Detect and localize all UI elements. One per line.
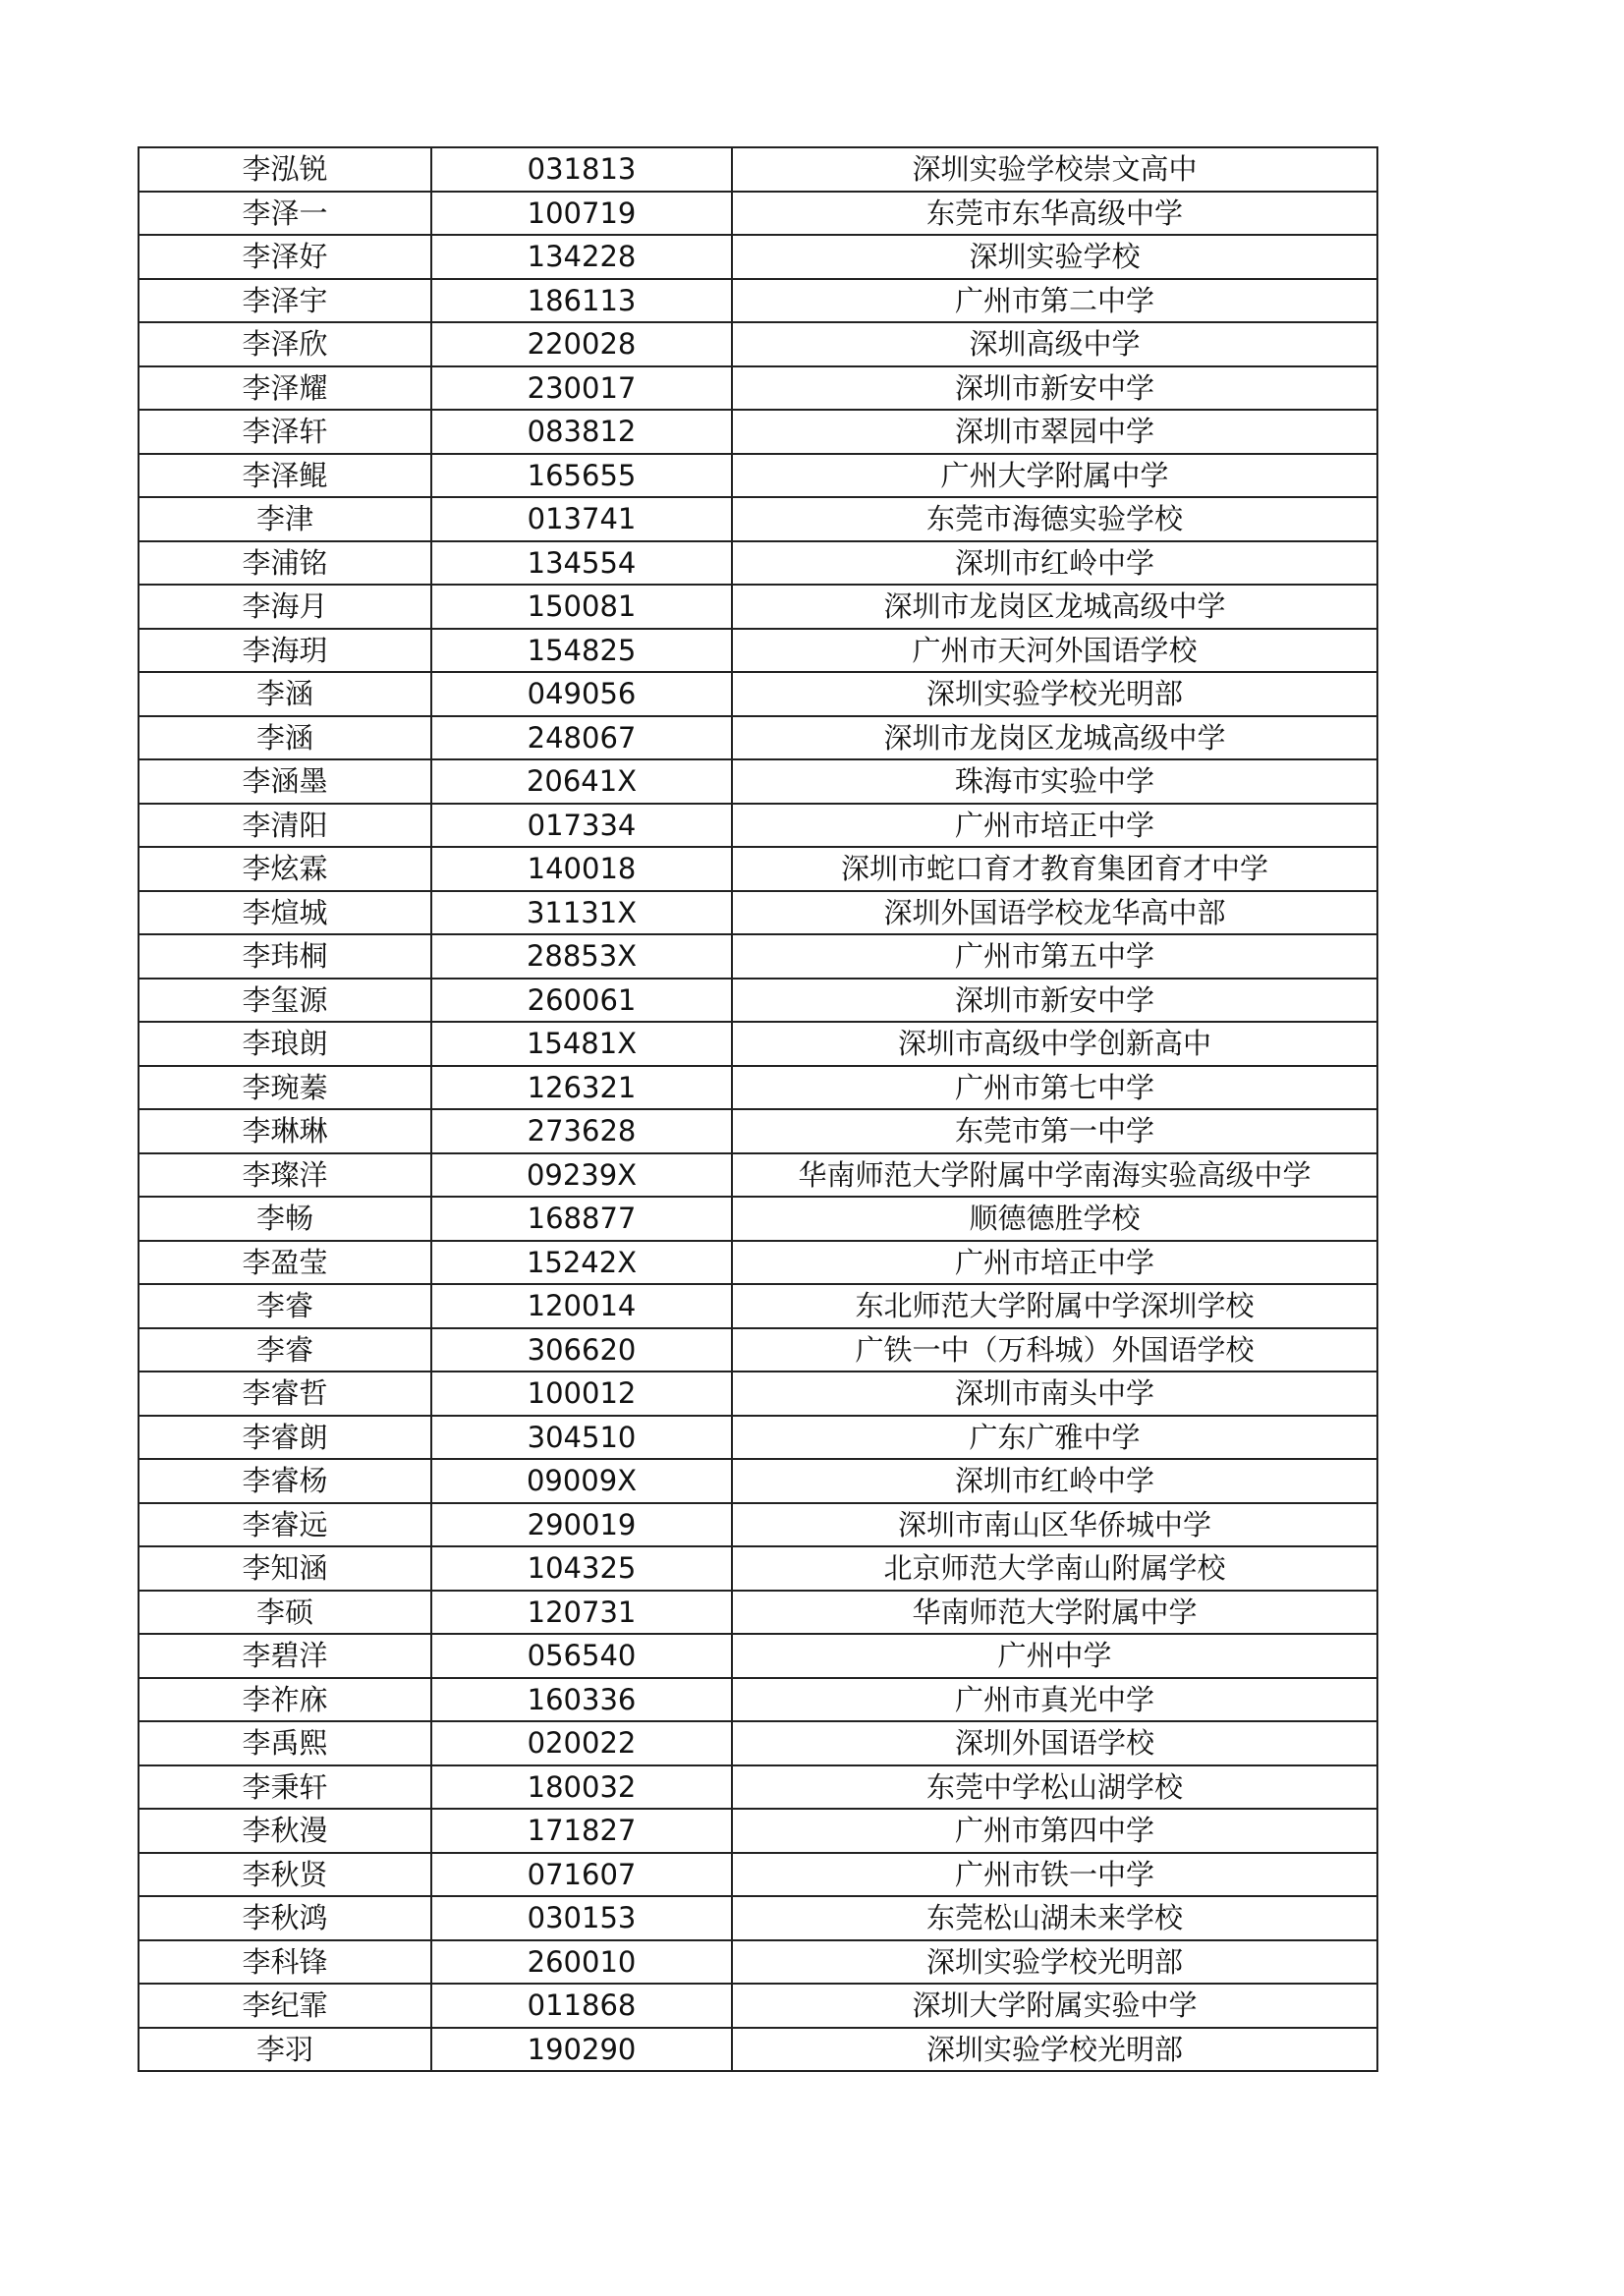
cell-id: 100012	[431, 1372, 732, 1416]
table-row	[139, 891, 1377, 935]
cell-name: 李璨洋	[139, 1153, 431, 1198]
table-row	[139, 672, 1377, 716]
table-row	[139, 2028, 1377, 2072]
cell-school: 广州市天河外国语学校	[732, 629, 1377, 673]
cell-school: 广州市第四中学	[732, 1809, 1377, 1853]
table-row	[139, 322, 1377, 366]
cell-school: 深圳市翠园中学	[732, 410, 1377, 454]
cell-school: 深圳市高级中学创新高中	[732, 1022, 1377, 1066]
cell-school: 深圳市南头中学	[732, 1372, 1377, 1416]
cell-id: 28853X	[431, 934, 732, 979]
cell-name: 李碧洋	[139, 1634, 431, 1678]
cell-school: 深圳市红岭中学	[732, 1459, 1377, 1503]
cell-id: 260010	[431, 1940, 732, 1985]
cell-school: 深圳外国语学校龙华高中部	[732, 891, 1377, 935]
cell-name: 李睿哲	[139, 1372, 431, 1416]
cell-id: 168877	[431, 1197, 732, 1241]
cell-name: 李秉轩	[139, 1765, 431, 1810]
cell-school: 深圳市龙岗区龙城高级中学	[732, 585, 1377, 629]
cell-name: 李睿朗	[139, 1416, 431, 1460]
cell-school: 华南师范大学附属中学南海实验高级中学	[732, 1153, 1377, 1198]
cell-id: 09239X	[431, 1153, 732, 1198]
cell-id: 031813	[431, 147, 732, 192]
cell-school: 广州市真光中学	[732, 1678, 1377, 1722]
cell-id: 071607	[431, 1853, 732, 1897]
cell-name: 李科锋	[139, 1940, 431, 1985]
cell-name: 李玺源	[139, 979, 431, 1023]
table-row	[139, 1678, 1377, 1722]
cell-id: 020022	[431, 1721, 732, 1765]
cell-id: 160336	[431, 1678, 732, 1722]
cell-id: 186113	[431, 279, 732, 323]
table-row	[139, 1022, 1377, 1066]
table-row	[139, 1284, 1377, 1328]
cell-school: 东莞市东华高级中学	[732, 192, 1377, 236]
table-row	[139, 1809, 1377, 1853]
cell-name: 李琬蓁	[139, 1066, 431, 1110]
cell-name: 李浦铭	[139, 541, 431, 586]
cell-id: 100719	[431, 192, 732, 236]
cell-name: 李祚庥	[139, 1678, 431, 1722]
table-row	[139, 147, 1377, 192]
cell-id: 011868	[431, 1984, 732, 2028]
table-row	[139, 716, 1377, 760]
cell-id: 030153	[431, 1896, 732, 1940]
cell-id: 248067	[431, 716, 732, 760]
cell-name: 李盈莹	[139, 1241, 431, 1285]
cell-school: 深圳市新安中学	[732, 979, 1377, 1023]
cell-name: 李涵	[139, 672, 431, 716]
cell-name: 李泽好	[139, 235, 431, 279]
cell-name: 李海玥	[139, 629, 431, 673]
cell-school: 深圳市蛇口育才教育集团育才中学	[732, 847, 1377, 891]
cell-id: 134228	[431, 235, 732, 279]
table-row	[139, 629, 1377, 673]
cell-name: 李琳琳	[139, 1109, 431, 1153]
cell-id: 20641X	[431, 759, 732, 804]
cell-school: 深圳实验学校光明部	[732, 1940, 1377, 1985]
table-row	[139, 1197, 1377, 1241]
table-row	[139, 1153, 1377, 1198]
cell-id: 220028	[431, 322, 732, 366]
table-row	[139, 1416, 1377, 1460]
cell-id: 190290	[431, 2028, 732, 2072]
cell-school: 东莞中学松山湖学校	[732, 1765, 1377, 1810]
cell-id: 056540	[431, 1634, 732, 1678]
cell-school: 广州市培正中学	[732, 804, 1377, 848]
cell-id: 230017	[431, 366, 732, 411]
cell-name: 李泽欣	[139, 322, 431, 366]
table-row	[139, 1546, 1377, 1591]
cell-school: 深圳市南山区华侨城中学	[732, 1503, 1377, 1547]
table-row	[139, 454, 1377, 498]
table-row	[139, 585, 1377, 629]
student-table-body	[139, 147, 1377, 2071]
cell-school: 深圳实验学校崇文高中	[732, 147, 1377, 192]
cell-name: 李泽耀	[139, 366, 431, 411]
cell-name: 李睿杨	[139, 1459, 431, 1503]
table-row	[139, 1372, 1377, 1416]
cell-id: 180032	[431, 1765, 732, 1810]
cell-name: 李睿	[139, 1284, 431, 1328]
cell-name: 李炫霖	[139, 847, 431, 891]
cell-name: 李泽鲲	[139, 454, 431, 498]
cell-school: 广州市第七中学	[732, 1066, 1377, 1110]
cell-school: 广州中学	[732, 1634, 1377, 1678]
table-row	[139, 1503, 1377, 1547]
cell-name: 李海月	[139, 585, 431, 629]
table-row	[139, 934, 1377, 979]
cell-id: 273628	[431, 1109, 732, 1153]
cell-name: 李畅	[139, 1197, 431, 1241]
cell-school: 深圳市红岭中学	[732, 541, 1377, 586]
table-row	[139, 497, 1377, 541]
table-row	[139, 1721, 1377, 1765]
cell-name: 李泽轩	[139, 410, 431, 454]
cell-school: 珠海市实验中学	[732, 759, 1377, 804]
cell-name: 李清阳	[139, 804, 431, 848]
table-row	[139, 1853, 1377, 1897]
cell-school: 深圳实验学校光明部	[732, 672, 1377, 716]
cell-school: 广州市第二中学	[732, 279, 1377, 323]
cell-school: 顺德德胜学校	[732, 1197, 1377, 1241]
table-row	[139, 541, 1377, 586]
cell-name: 李津	[139, 497, 431, 541]
student-table	[138, 146, 1378, 2072]
table-row	[139, 1459, 1377, 1503]
cell-id: 150081	[431, 585, 732, 629]
cell-id: 017334	[431, 804, 732, 848]
table-row	[139, 1109, 1377, 1153]
table-row	[139, 1940, 1377, 1985]
cell-id: 15242X	[431, 1241, 732, 1285]
table-row	[139, 804, 1377, 848]
table-row	[139, 192, 1377, 236]
table-row	[139, 1328, 1377, 1372]
table-row	[139, 235, 1377, 279]
cell-name: 李泽宇	[139, 279, 431, 323]
cell-school: 深圳市龙岗区龙城高级中学	[732, 716, 1377, 760]
cell-school: 深圳市新安中学	[732, 366, 1377, 411]
table-row	[139, 1066, 1377, 1110]
cell-name: 李纪霏	[139, 1984, 431, 2028]
cell-id: 120731	[431, 1591, 732, 1635]
cell-name: 李泽一	[139, 192, 431, 236]
cell-school: 深圳实验学校	[732, 235, 1377, 279]
cell-school: 东莞市第一中学	[732, 1109, 1377, 1153]
cell-id: 31131X	[431, 891, 732, 935]
cell-name: 李羽	[139, 2028, 431, 2072]
table-row	[139, 1896, 1377, 1940]
table-row	[139, 279, 1377, 323]
cell-id: 140018	[431, 847, 732, 891]
table-row	[139, 979, 1377, 1023]
cell-id: 049056	[431, 672, 732, 716]
table-row	[139, 847, 1377, 891]
cell-name: 李泓锐	[139, 147, 431, 192]
cell-name: 李睿远	[139, 1503, 431, 1547]
cell-name: 李秋贤	[139, 1853, 431, 1897]
cell-id: 126321	[431, 1066, 732, 1110]
cell-id: 260061	[431, 979, 732, 1023]
cell-id: 154825	[431, 629, 732, 673]
cell-school: 深圳外国语学校	[732, 1721, 1377, 1765]
cell-school: 广州市铁一中学	[732, 1853, 1377, 1897]
cell-name: 李知涵	[139, 1546, 431, 1591]
table-row	[139, 1241, 1377, 1285]
cell-id: 120014	[431, 1284, 732, 1328]
table-row	[139, 759, 1377, 804]
cell-id: 09009X	[431, 1459, 732, 1503]
cell-school: 广州大学附属中学	[732, 454, 1377, 498]
cell-school: 深圳高级中学	[732, 322, 1377, 366]
table-row	[139, 366, 1377, 411]
cell-name: 李涵墨	[139, 759, 431, 804]
cell-name: 李涵	[139, 716, 431, 760]
cell-id: 104325	[431, 1546, 732, 1591]
cell-school: 广东广雅中学	[732, 1416, 1377, 1460]
cell-id: 171827	[431, 1809, 732, 1853]
cell-school: 北京师范大学南山附属学校	[732, 1546, 1377, 1591]
cell-id: 304510	[431, 1416, 732, 1460]
table-row	[139, 1765, 1377, 1810]
cell-name: 李秋鸿	[139, 1896, 431, 1940]
cell-id: 306620	[431, 1328, 732, 1372]
cell-school: 深圳实验学校光明部	[732, 2028, 1377, 2072]
table-row	[139, 410, 1377, 454]
cell-id: 290019	[431, 1503, 732, 1547]
cell-id: 083812	[431, 410, 732, 454]
table-row	[139, 1634, 1377, 1678]
cell-name: 李煊城	[139, 891, 431, 935]
cell-school: 广铁一中（万科城）外国语学校	[732, 1328, 1377, 1372]
cell-name: 李睿	[139, 1328, 431, 1372]
cell-school: 广州市培正中学	[732, 1241, 1377, 1285]
cell-school: 东北师范大学附属中学深圳学校	[732, 1284, 1377, 1328]
cell-id: 134554	[431, 541, 732, 586]
cell-name: 李禹熙	[139, 1721, 431, 1765]
cell-id: 013741	[431, 497, 732, 541]
table-row	[139, 1984, 1377, 2028]
table-row	[139, 1591, 1377, 1635]
cell-school: 广州市第五中学	[732, 934, 1377, 979]
cell-school: 东莞市海德实验学校	[732, 497, 1377, 541]
cell-name: 李玮桐	[139, 934, 431, 979]
cell-school: 东莞松山湖未来学校	[732, 1896, 1377, 1940]
cell-id: 165655	[431, 454, 732, 498]
cell-name: 李秋漫	[139, 1809, 431, 1853]
cell-id: 15481X	[431, 1022, 732, 1066]
cell-school: 华南师范大学附属中学	[732, 1591, 1377, 1635]
cell-school: 深圳大学附属实验中学	[732, 1984, 1377, 2028]
cell-name: 李硕	[139, 1591, 431, 1635]
cell-name: 李琅朗	[139, 1022, 431, 1066]
